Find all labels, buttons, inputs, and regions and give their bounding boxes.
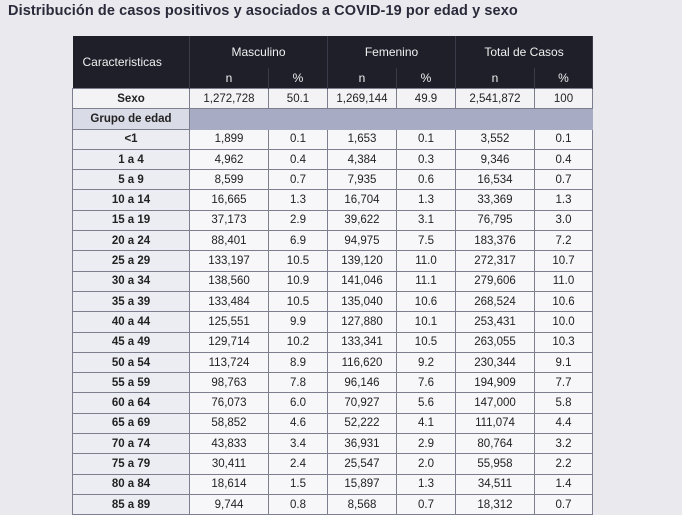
cell-masculino-pct: 2.4 <box>269 454 328 474</box>
cell-femenino-n: 127,880 <box>328 312 397 332</box>
header-femenino: Femenino <box>328 36 456 68</box>
cell-masculino-pct: 9.9 <box>269 312 328 332</box>
cell-masculino-pct: 4.6 <box>269 413 328 433</box>
table-row <box>73 291 593 311</box>
cell-masculino-pct: 2.9 <box>269 210 328 230</box>
cell-femenino-pct: 11.1 <box>397 271 456 291</box>
cell-total-n: 55,958 <box>456 454 535 474</box>
table-row <box>73 190 593 210</box>
cell-femenino-n: 36,931 <box>328 434 397 454</box>
cell-total-pct: 10.7 <box>535 251 593 271</box>
cell-femenino-pct: 0.6 <box>397 170 456 190</box>
cell-total-pct: 7.7 <box>535 373 593 393</box>
sexo-femenino-n: 1,269,144 <box>328 89 397 109</box>
age-group-label: 5 a 9 <box>73 170 190 190</box>
cell-femenino-n: 39,622 <box>328 210 397 230</box>
cell-masculino-pct: 10.5 <box>269 251 328 271</box>
cell-masculino-n: 43,833 <box>190 434 269 454</box>
table-row <box>73 393 593 413</box>
age-group-label: 70 a 74 <box>73 434 190 454</box>
sexo-total-pct: 100 <box>535 89 593 109</box>
cell-total-pct: 1.4 <box>535 474 593 494</box>
cell-femenino-n: 52,222 <box>328 413 397 433</box>
table-row <box>73 271 593 291</box>
cell-total-n: 80,764 <box>456 434 535 454</box>
cell-femenino-pct: 2.9 <box>397 434 456 454</box>
sexo-masculino-pct: 50.1 <box>269 89 328 109</box>
cell-masculino-n: 133,484 <box>190 291 269 311</box>
table-row <box>73 474 593 494</box>
cell-femenino-n: 94,975 <box>328 231 397 251</box>
age-group-label: <1 <box>73 129 190 149</box>
header-caracteristicas: Caracteristicas <box>73 36 190 89</box>
grupo-edad-label: Grupo de edad <box>73 109 190 129</box>
table-row <box>73 129 593 149</box>
age-group-label: 85 a 89 <box>73 494 190 514</box>
header-masculino: Masculino <box>190 36 328 68</box>
cell-total-n: 76,795 <box>456 210 535 230</box>
cell-total-n: 3,552 <box>456 129 535 149</box>
header-femenino-n: n <box>328 68 397 89</box>
cell-total-n: 16,534 <box>456 170 535 190</box>
cell-femenino-pct: 7.6 <box>397 373 456 393</box>
table-row <box>73 494 593 514</box>
cell-masculino-pct: 8.9 <box>269 352 328 372</box>
cell-masculino-n: 88,401 <box>190 231 269 251</box>
age-group-label: 55 a 59 <box>73 373 190 393</box>
cell-masculino-pct: 7.8 <box>269 373 328 393</box>
cell-total-pct: 0.1 <box>535 129 593 149</box>
cell-total-pct: 3.2 <box>535 434 593 454</box>
cell-masculino-n: 58,852 <box>190 413 269 433</box>
cell-masculino-n: 9,744 <box>190 494 269 514</box>
age-group-label: 40 a 44 <box>73 312 190 332</box>
cell-total-pct: 5.8 <box>535 393 593 413</box>
table-row <box>73 332 593 352</box>
cell-femenino-n: 96,146 <box>328 373 397 393</box>
cell-femenino-n: 116,620 <box>328 352 397 372</box>
cell-total-n: 18,312 <box>456 494 535 514</box>
header-row-groups <box>73 36 593 68</box>
age-group-label: 65 a 69 <box>73 413 190 433</box>
cell-femenino-pct: 4.1 <box>397 413 456 433</box>
cell-masculino-n: 76,073 <box>190 393 269 413</box>
table-row <box>73 434 593 454</box>
cell-femenino-pct: 0.1 <box>397 129 456 149</box>
table-row <box>73 149 593 169</box>
cell-total-n: 33,369 <box>456 190 535 210</box>
age-group-label: 25 a 29 <box>73 251 190 271</box>
cell-total-pct: 10.6 <box>535 291 593 311</box>
table-row <box>73 413 593 433</box>
cell-masculino-n: 4,962 <box>190 149 269 169</box>
cell-femenino-n: 141,046 <box>328 271 397 291</box>
cell-femenino-pct: 9.2 <box>397 352 456 372</box>
cell-masculino-n: 98,763 <box>190 373 269 393</box>
sexo-row <box>73 89 593 109</box>
cell-femenino-n: 4,384 <box>328 149 397 169</box>
table-row <box>73 312 593 332</box>
table-row <box>73 251 593 271</box>
table-body <box>73 89 593 515</box>
table-row <box>73 454 593 474</box>
cell-masculino-pct: 0.7 <box>269 170 328 190</box>
cell-femenino-n: 16,704 <box>328 190 397 210</box>
age-group-label: 10 a 14 <box>73 190 190 210</box>
table-row <box>73 231 593 251</box>
age-group-label: 20 a 24 <box>73 231 190 251</box>
cell-femenino-n: 8,568 <box>328 494 397 514</box>
cell-total-n: 279,606 <box>456 271 535 291</box>
cell-total-pct: 7.2 <box>535 231 593 251</box>
cell-total-n: 183,376 <box>456 231 535 251</box>
header-total-n: n <box>456 68 535 89</box>
header-masculino-n: n <box>190 68 269 89</box>
cell-femenino-n: 25,547 <box>328 454 397 474</box>
cell-masculino-pct: 0.8 <box>269 494 328 514</box>
table-row <box>73 170 593 190</box>
cell-femenino-pct: 0.3 <box>397 149 456 169</box>
cell-masculino-n: 1,899 <box>190 129 269 149</box>
cell-femenino-n: 15,897 <box>328 474 397 494</box>
cell-masculino-pct: 10.9 <box>269 271 328 291</box>
cell-total-n: 268,524 <box>456 291 535 311</box>
covid-age-sex-table <box>72 36 593 515</box>
age-group-label: 1 a 4 <box>73 149 190 169</box>
age-group-label: 60 a 64 <box>73 393 190 413</box>
age-group-label: 50 a 54 <box>73 352 190 372</box>
cell-femenino-n: 133,341 <box>328 332 397 352</box>
cell-femenino-pct: 3.1 <box>397 210 456 230</box>
page-title: Distribución de casos positivos y asociados a COVID-19 por edad y sexo <box>8 3 518 19</box>
cell-femenino-n: 70,927 <box>328 393 397 413</box>
cell-masculino-n: 18,614 <box>190 474 269 494</box>
cell-masculino-n: 113,724 <box>190 352 269 372</box>
cell-masculino-n: 129,714 <box>190 332 269 352</box>
cell-femenino-pct: 11.0 <box>397 251 456 271</box>
cell-masculino-n: 8,599 <box>190 170 269 190</box>
cell-total-pct: 0.4 <box>535 149 593 169</box>
cell-femenino-n: 135,040 <box>328 291 397 311</box>
cell-total-n: 272,317 <box>456 251 535 271</box>
cell-masculino-pct: 6.0 <box>269 393 328 413</box>
cell-total-pct: 9.1 <box>535 352 593 372</box>
cell-total-pct: 10.0 <box>535 312 593 332</box>
cell-total-n: 34,511 <box>456 474 535 494</box>
cell-femenino-pct: 1.3 <box>397 474 456 494</box>
cell-masculino-pct: 6.9 <box>269 231 328 251</box>
table-row <box>73 373 593 393</box>
cell-total-n: 230,344 <box>456 352 535 372</box>
cell-total-pct: 2.2 <box>535 454 593 474</box>
cell-masculino-pct: 1.3 <box>269 190 328 210</box>
cell-masculino-pct: 0.1 <box>269 129 328 149</box>
cell-femenino-pct: 2.0 <box>397 454 456 474</box>
cell-total-n: 253,431 <box>456 312 535 332</box>
cell-femenino-pct: 10.6 <box>397 291 456 311</box>
cell-total-pct: 3.0 <box>535 210 593 230</box>
age-group-label: 75 a 79 <box>73 454 190 474</box>
cell-femenino-pct: 7.5 <box>397 231 456 251</box>
cell-masculino-n: 30,411 <box>190 454 269 474</box>
cell-femenino-pct: 10.5 <box>397 332 456 352</box>
covid-table-container <box>72 36 592 515</box>
age-group-label: 35 a 39 <box>73 291 190 311</box>
cell-masculino-n: 37,173 <box>190 210 269 230</box>
sexo-masculino-n: 1,272,728 <box>190 89 269 109</box>
cell-femenino-n: 7,935 <box>328 170 397 190</box>
cell-masculino-n: 133,197 <box>190 251 269 271</box>
cell-masculino-pct: 10.5 <box>269 291 328 311</box>
age-group-label: 80 a 84 <box>73 474 190 494</box>
header-masculino-pct: % <box>269 68 328 89</box>
cell-masculino-pct: 3.4 <box>269 434 328 454</box>
cell-femenino-pct: 0.7 <box>397 494 456 514</box>
cell-masculino-n: 16,665 <box>190 190 269 210</box>
age-group-label: 15 a 19 <box>73 210 190 230</box>
cell-total-n: 263,055 <box>456 332 535 352</box>
sexo-femenino-pct: 49.9 <box>397 89 456 109</box>
cell-total-pct: 10.3 <box>535 332 593 352</box>
cell-femenino-n: 139,120 <box>328 251 397 271</box>
grupo-edad-row <box>73 109 593 129</box>
cell-total-pct: 4.4 <box>535 413 593 433</box>
cell-masculino-pct: 0.4 <box>269 149 328 169</box>
sexo-total-n: 2,541,872 <box>456 89 535 109</box>
cell-masculino-pct: 10.2 <box>269 332 328 352</box>
cell-total-n: 194,909 <box>456 373 535 393</box>
cell-total-pct: 1.3 <box>535 190 593 210</box>
cell-masculino-n: 125,551 <box>190 312 269 332</box>
header-total: Total de Casos <box>456 36 593 68</box>
age-group-label: 30 a 34 <box>73 271 190 291</box>
header-total-pct: % <box>535 68 593 89</box>
table-row <box>73 352 593 372</box>
cell-total-pct: 0.7 <box>535 170 593 190</box>
cell-total-n: 147,000 <box>456 393 535 413</box>
cell-total-n: 9,346 <box>456 149 535 169</box>
cell-femenino-n: 1,653 <box>328 129 397 149</box>
cell-total-pct: 11.0 <box>535 271 593 291</box>
header-femenino-pct: % <box>397 68 456 89</box>
cell-total-pct: 0.7 <box>535 494 593 514</box>
grupo-edad-bar <box>190 109 593 129</box>
cell-femenino-pct: 10.1 <box>397 312 456 332</box>
table-row <box>73 210 593 230</box>
age-group-label: 45 a 49 <box>73 332 190 352</box>
cell-total-n: 111,074 <box>456 413 535 433</box>
cell-masculino-pct: 1.5 <box>269 474 328 494</box>
cell-femenino-pct: 1.3 <box>397 190 456 210</box>
cell-femenino-pct: 5.6 <box>397 393 456 413</box>
cell-masculino-n: 138,560 <box>190 271 269 291</box>
sexo-label: Sexo <box>73 89 190 109</box>
